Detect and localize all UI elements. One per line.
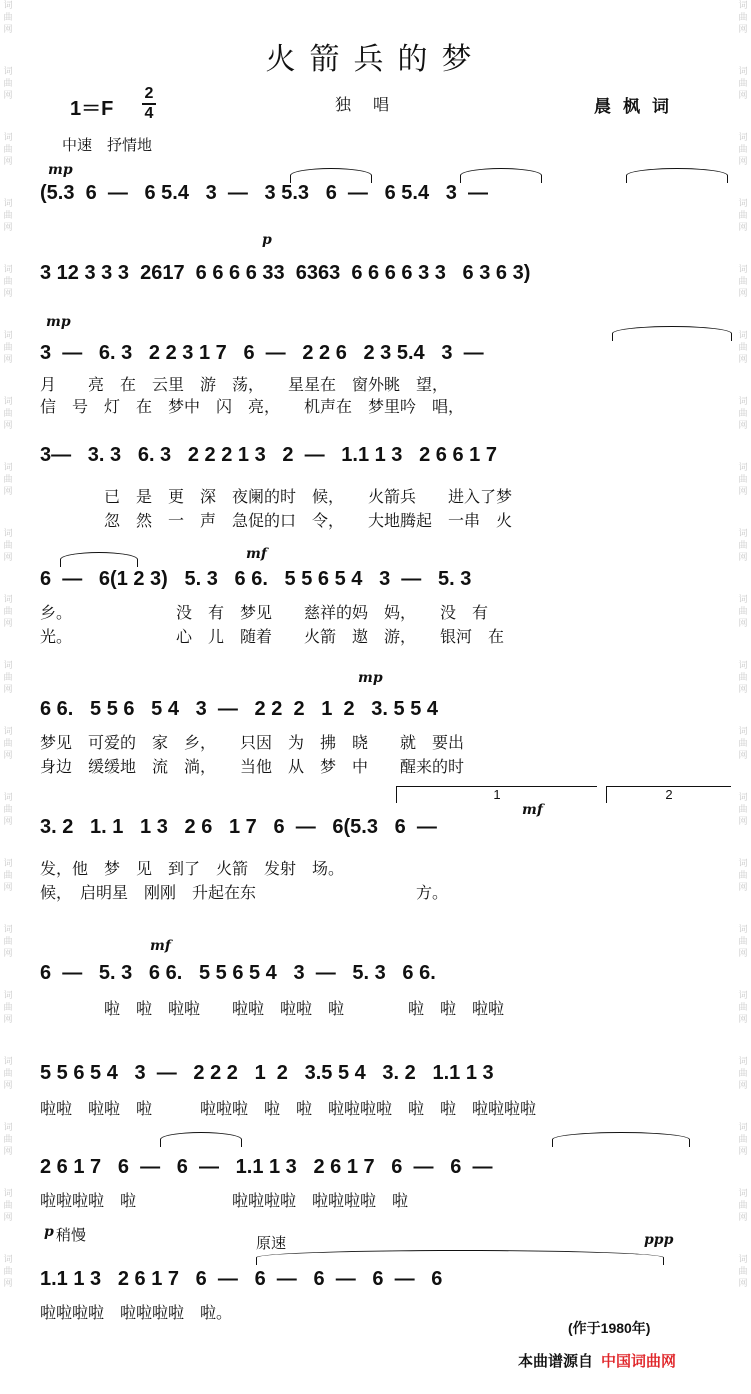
lyricist-credit: 晨枫词 <box>594 97 681 117</box>
composition-date: (作于1980年) <box>568 1320 651 1336</box>
lyrics-verse-2: 忽 然 一 声 急促的口 令， 大地腾起 一串 火 <box>40 511 513 530</box>
site-link[interactable]: 中国词曲网 <box>601 1352 677 1370</box>
dynamic-mark: mf <box>522 802 543 818</box>
watermark-text: 词 曲 网 <box>3 463 13 497</box>
watermark-text: 词 曲 网 <box>738 595 748 629</box>
watermark-text: 词 曲 网 <box>3 661 13 695</box>
dynamic-mark: p <box>262 232 272 248</box>
notes-line: 6 — 5. 3 6 6. 5 5 6 5 4 3 — 5. 3 6 6. <box>40 962 436 984</box>
watermark-text: 词 曲 网 <box>3 397 13 431</box>
watermark-text: 词 曲 网 <box>3 1189 13 1223</box>
volta-first-ending: 1 <box>396 786 597 803</box>
watermark-text: 词 曲 网 <box>3 1255 13 1289</box>
watermark-text: 词 曲 网 <box>738 199 748 233</box>
watermark-text: 词 曲 网 <box>3 1123 13 1157</box>
watermark-text: 词 曲 网 <box>3 925 13 959</box>
dynamic-mark: mp <box>46 314 71 330</box>
watermark-text: 词 曲 网 <box>738 925 748 959</box>
notes-line: 6 6. 5 5 6 5 4 3 — 2 2 2 1 2 3. 5 5 4 <box>40 698 439 720</box>
watermark-text: 词 曲 网 <box>3 991 13 1025</box>
dynamic-mark: p <box>44 1224 54 1240</box>
notes-line: (5.3 6 — 6 5.4 3 — 3 5.3 6 — 6 5.4 3 — <box>40 182 488 204</box>
watermark-text: 词 曲 网 <box>3 331 13 365</box>
watermark-text: 词 曲 网 <box>738 991 748 1025</box>
watermark-text: 词 曲 网 <box>738 265 748 299</box>
source-credit: 本曲谱源自 中国词曲网 <box>518 1352 677 1370</box>
dynamic-mark: mp <box>358 670 383 686</box>
watermark-text: 词 曲 网 <box>3 67 13 101</box>
watermark-text: 词 曲 网 <box>738 397 748 431</box>
notes-line: 1.1 1 3 2 6 1 7 6 — 6 — 6 — 6 — 6 <box>40 1268 443 1290</box>
lyrics-line: 啦啦啦啦 啦 啦啦啦啦 啦啦啦啦 啦 <box>40 1191 409 1210</box>
watermark-text: 词 曲 网 <box>738 1255 748 1289</box>
time-signature: 2 4 <box>142 86 156 122</box>
tempo-marking: 中速 抒情地 <box>62 136 153 154</box>
watermark-text: 词 曲 网 <box>738 727 748 761</box>
watermark-text: 词 曲 网 <box>3 595 13 629</box>
watermark-text: 词 曲 网 <box>3 727 13 761</box>
watermark-text: 词 曲 网 <box>738 463 748 497</box>
watermark-text: 词 曲 网 <box>3 265 13 299</box>
watermark-text: 词 曲 网 <box>738 529 748 563</box>
lyrics-verse-2: 信 号 灯 在 梦中 闪 亮， 机声在 梦里吟 唱， <box>40 397 465 416</box>
tempo-slower: 稍慢 <box>56 1226 87 1244</box>
lyrics-verse-1: 乡。 没 有 梦见 慈祥的妈 妈， 没 有 <box>40 603 489 622</box>
watermark-text: 词 曲 网 <box>3 793 13 827</box>
watermark-text: 词 曲 网 <box>3 133 13 167</box>
dynamic-mark: ppp <box>644 1232 674 1248</box>
lyrics-verse-2: 候， 启明星 刚刚 升起在东 方。 <box>40 883 449 902</box>
watermark-text: 词 曲 网 <box>3 199 13 233</box>
watermark-text: 词 曲 网 <box>738 133 748 167</box>
notes-line: 3 12 3 3 3 2617 6 6 6 6 33 6363 6 6 6 6 3 3 6 3 6 3) <box>40 262 531 284</box>
watermark-text: 词 曲 网 <box>3 1 13 35</box>
notes-line: 2 6 1 7 6 — 6 — 1.1 1 3 2 6 1 7 6 — 6 — <box>40 1156 493 1178</box>
lyrics-line: 啦啦啦啦 啦啦啦啦 啦。 <box>40 1303 233 1322</box>
watermark-text: 词 曲 网 <box>3 529 13 563</box>
watermark-text: 词 曲 网 <box>738 1189 748 1223</box>
dynamic-mark: mp <box>48 162 73 178</box>
notes-line: 5 5 6 5 4 3 — 2 2 2 1 2 3.5 5 4 3. 2 1.1 1 3 <box>40 1062 494 1084</box>
lyrics-verse-1: 发，他 梦 见 到了 火箭 发射 场。 <box>40 859 345 878</box>
notes-line: 3— 3. 3 6. 3 2 2 2 1 3 2 — 1.1 1 3 2 6 6 1 7 <box>40 444 497 466</box>
watermark-text: 词 曲 网 <box>738 331 748 365</box>
watermark-text: 词 曲 网 <box>3 1057 13 1091</box>
lyrics-verse-1: 梦见 可爱的 家 乡， 只因 为 拂 晓 就 要出 <box>40 733 465 752</box>
dynamic-mark: mf <box>150 938 171 954</box>
notes-line: 6 — 6(1 2 3) 5. 3 6 6. 5 5 6 5 4 3 — 5. 3 <box>40 568 472 590</box>
lyrics-verse-2: 光。 心 儿 随着 火箭 遨 游， 银河 在 <box>40 627 505 646</box>
tempo-original: 原速 <box>256 1234 287 1252</box>
watermark-text: 词 曲 网 <box>738 1 748 35</box>
lyrics-verse-2: 身边 缓缓地 流 淌， 当他 从 梦 中 醒来的时 <box>40 757 465 776</box>
watermark-left <box>1 0 15 1394</box>
lyrics-line: 啦 啦 啦啦 啦啦 啦啦 啦 啦 啦 啦啦 <box>40 999 505 1018</box>
key-signature: 1＝F <box>70 98 114 120</box>
watermark-text: 词 曲 网 <box>738 793 748 827</box>
lyrics-verse-1: 已 是 更 深 夜阑的时 候， 火箭兵 进入了梦 <box>40 487 513 506</box>
watermark-text: 词 曲 网 <box>738 67 748 101</box>
performance-type: 独唱 <box>335 95 412 114</box>
watermark-text: 词 曲 网 <box>738 1123 748 1157</box>
notes-line: 3 — 6. 3 2 2 3 1 7 6 — 2 2 6 2 3 5.4 3 — <box>40 342 484 364</box>
dynamic-mark: mf <box>246 546 267 562</box>
song-title: 火箭兵的梦 <box>265 42 486 77</box>
lyrics-line: 啦啦 啦啦 啦 啦啦啦 啦 啦 啦啦啦啦 啦 啦 啦啦啦啦 <box>40 1099 537 1118</box>
watermark-right <box>736 0 750 1394</box>
lyrics-verse-1: 月 亮 在 云里 游 荡， 星星在 窗外眺 望， <box>40 375 449 394</box>
notes-line: 3. 2 1. 1 1 3 2 6 1 7 6 — 6(5.3 6 — <box>40 816 437 838</box>
volta-second-ending: 2 <box>606 786 731 803</box>
watermark-text: 词 曲 网 <box>738 859 748 893</box>
watermark-text: 词 曲 网 <box>3 859 13 893</box>
watermark-text: 词 曲 网 <box>738 661 748 695</box>
watermark-text: 词 曲 网 <box>738 1057 748 1091</box>
